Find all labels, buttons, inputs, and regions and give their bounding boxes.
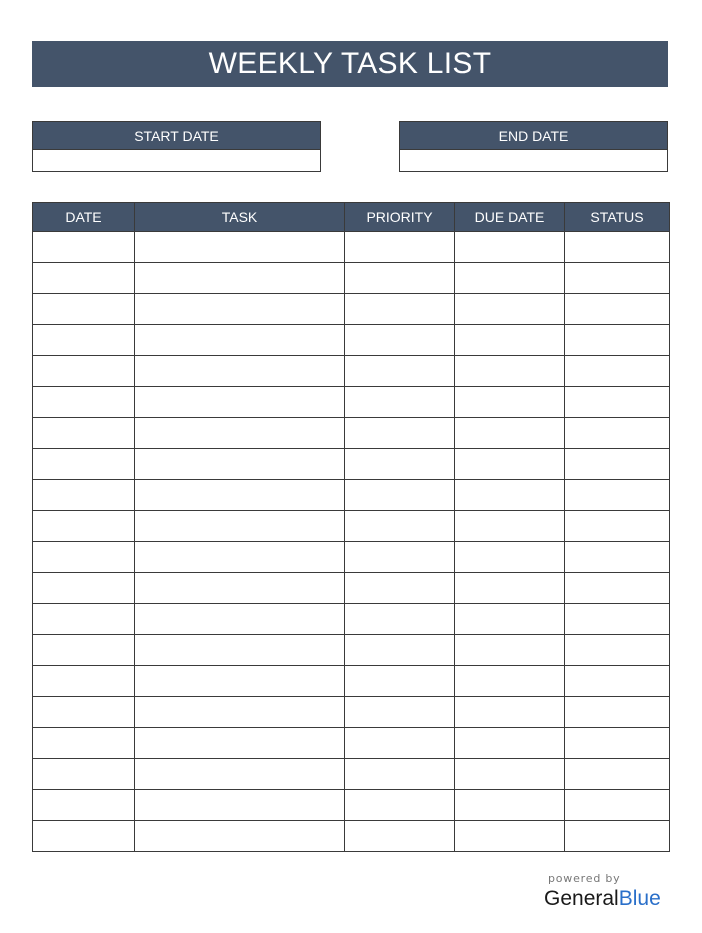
status-cell[interactable] — [565, 573, 670, 604]
task-cell[interactable] — [135, 697, 345, 728]
powered-by-text: powered by — [548, 872, 621, 885]
start-date-box — [32, 121, 321, 172]
due-date-cell[interactable] — [455, 294, 565, 325]
table-row — [33, 232, 670, 263]
task-cell[interactable] — [135, 263, 345, 294]
due-date-cell[interactable] — [455, 728, 565, 759]
priority-cell[interactable] — [345, 542, 455, 573]
priority-cell[interactable] — [345, 511, 455, 542]
priority-cell[interactable] — [345, 294, 455, 325]
date-cell[interactable] — [33, 759, 135, 790]
page-title: WEEKLY TASK LIST — [32, 41, 668, 87]
date-cell[interactable] — [33, 790, 135, 821]
due-date-cell[interactable] — [455, 821, 565, 852]
priority-cell[interactable] — [345, 635, 455, 666]
priority-cell[interactable] — [345, 790, 455, 821]
priority-cell[interactable] — [345, 759, 455, 790]
date-cell[interactable] — [33, 418, 135, 449]
status-cell[interactable] — [565, 263, 670, 294]
priority-cell[interactable] — [345, 480, 455, 511]
task-table — [32, 202, 670, 852]
task-cell[interactable] — [135, 387, 345, 418]
date-cell[interactable] — [33, 697, 135, 728]
due-date-cell[interactable] — [455, 573, 565, 604]
task-cell[interactable] — [135, 511, 345, 542]
date-cell[interactable] — [33, 573, 135, 604]
priority-cell[interactable] — [345, 418, 455, 449]
task-cell[interactable] — [135, 480, 345, 511]
date-cell[interactable] — [33, 821, 135, 852]
end-date-field[interactable] — [400, 150, 667, 172]
table-row — [33, 728, 670, 759]
status-cell[interactable] — [565, 666, 670, 697]
due-date-cell[interactable] — [455, 697, 565, 728]
table-row — [33, 325, 670, 356]
due-date-cell[interactable] — [455, 480, 565, 511]
task-cell[interactable] — [135, 573, 345, 604]
priority-cell[interactable] — [345, 821, 455, 852]
status-cell[interactable] — [565, 449, 670, 480]
due-date-cell[interactable] — [455, 542, 565, 573]
task-cell[interactable] — [135, 542, 345, 573]
due-date-cell[interactable] — [455, 232, 565, 263]
brand-general: General — [544, 887, 619, 910]
date-cell[interactable] — [33, 728, 135, 759]
table-row — [33, 759, 670, 790]
task-cell[interactable] — [135, 790, 345, 821]
task-cell[interactable] — [135, 666, 345, 697]
due-date-cell[interactable] — [455, 604, 565, 635]
date-cell[interactable] — [33, 511, 135, 542]
date-cell[interactable] — [33, 480, 135, 511]
column-header-task: TASK — [135, 203, 345, 232]
task-cell[interactable] — [135, 635, 345, 666]
column-header-priority: PRIORITY — [345, 203, 455, 232]
status-cell[interactable] — [565, 697, 670, 728]
brand-blue: Blue — [618, 887, 661, 910]
priority-cell[interactable] — [345, 573, 455, 604]
table-row — [33, 263, 670, 294]
table-row — [33, 356, 670, 387]
end-date-label: END DATE — [400, 122, 667, 150]
due-date-cell[interactable] — [455, 635, 565, 666]
due-date-cell[interactable] — [455, 790, 565, 821]
table-row — [33, 418, 670, 449]
task-cell[interactable] — [135, 759, 345, 790]
due-date-cell[interactable] — [455, 356, 565, 387]
task-cell[interactable] — [135, 418, 345, 449]
status-cell[interactable] — [565, 728, 670, 759]
date-cell[interactable] — [33, 387, 135, 418]
table-row — [33, 542, 670, 573]
status-cell[interactable] — [565, 356, 670, 387]
status-cell[interactable] — [565, 635, 670, 666]
end-date-box — [399, 121, 668, 172]
table-body — [33, 232, 670, 852]
priority-cell[interactable] — [345, 263, 455, 294]
status-cell[interactable] — [565, 232, 670, 263]
due-date-cell[interactable] — [455, 449, 565, 480]
date-cell[interactable] — [33, 666, 135, 697]
priority-cell[interactable] — [345, 387, 455, 418]
date-cell[interactable] — [33, 325, 135, 356]
status-cell[interactable] — [565, 790, 670, 821]
task-cell[interactable] — [135, 728, 345, 759]
date-cell[interactable] — [33, 542, 135, 573]
column-header-due-date: DUE DATE — [455, 203, 565, 232]
date-cell[interactable] — [33, 635, 135, 666]
task-cell[interactable] — [135, 325, 345, 356]
due-date-cell[interactable] — [455, 666, 565, 697]
task-cell[interactable] — [135, 821, 345, 852]
task-cell[interactable] — [135, 294, 345, 325]
status-cell[interactable] — [565, 604, 670, 635]
priority-cell[interactable] — [345, 356, 455, 387]
date-cell[interactable] — [33, 294, 135, 325]
date-cell[interactable] — [33, 449, 135, 480]
task-cell[interactable] — [135, 604, 345, 635]
table-row — [33, 573, 670, 604]
table-row — [33, 604, 670, 635]
priority-cell[interactable] — [345, 666, 455, 697]
task-cell[interactable] — [135, 449, 345, 480]
status-cell[interactable] — [565, 325, 670, 356]
status-cell[interactable] — [565, 511, 670, 542]
status-cell[interactable] — [565, 387, 670, 418]
status-cell[interactable] — [565, 821, 670, 852]
status-cell[interactable] — [565, 418, 670, 449]
date-cell[interactable] — [33, 232, 135, 263]
table-row — [33, 387, 670, 418]
due-date-cell[interactable] — [455, 511, 565, 542]
date-cell[interactable] — [33, 356, 135, 387]
due-date-cell[interactable] — [455, 387, 565, 418]
start-date-field[interactable] — [33, 150, 320, 172]
priority-cell[interactable] — [345, 325, 455, 356]
table-row — [33, 449, 670, 480]
table-row — [33, 666, 670, 697]
table-header-row — [33, 203, 670, 232]
table-row — [33, 821, 670, 852]
brand-name — [544, 887, 661, 911]
task-cell[interactable] — [135, 356, 345, 387]
table-row — [33, 635, 670, 666]
date-cell[interactable] — [33, 263, 135, 294]
due-date-cell[interactable] — [455, 418, 565, 449]
table-row — [33, 480, 670, 511]
table-row — [33, 790, 670, 821]
date-cell[interactable] — [33, 604, 135, 635]
generalblue-logo — [544, 872, 674, 912]
task-cell[interactable] — [135, 232, 345, 263]
priority-cell[interactable] — [345, 232, 455, 263]
status-cell[interactable] — [565, 294, 670, 325]
status-cell[interactable] — [565, 759, 670, 790]
priority-cell[interactable] — [345, 697, 455, 728]
column-header-date: DATE — [33, 203, 135, 232]
table-row — [33, 294, 670, 325]
due-date-cell[interactable] — [455, 325, 565, 356]
table-row — [33, 697, 670, 728]
due-date-cell[interactable] — [455, 263, 565, 294]
status-cell[interactable] — [565, 542, 670, 573]
column-header-status: STATUS — [565, 203, 670, 232]
priority-cell[interactable] — [345, 728, 455, 759]
priority-cell[interactable] — [345, 604, 455, 635]
due-date-cell[interactable] — [455, 759, 565, 790]
start-date-label: START DATE — [33, 122, 320, 150]
status-cell[interactable] — [565, 480, 670, 511]
priority-cell[interactable] — [345, 449, 455, 480]
table-row — [33, 511, 670, 542]
